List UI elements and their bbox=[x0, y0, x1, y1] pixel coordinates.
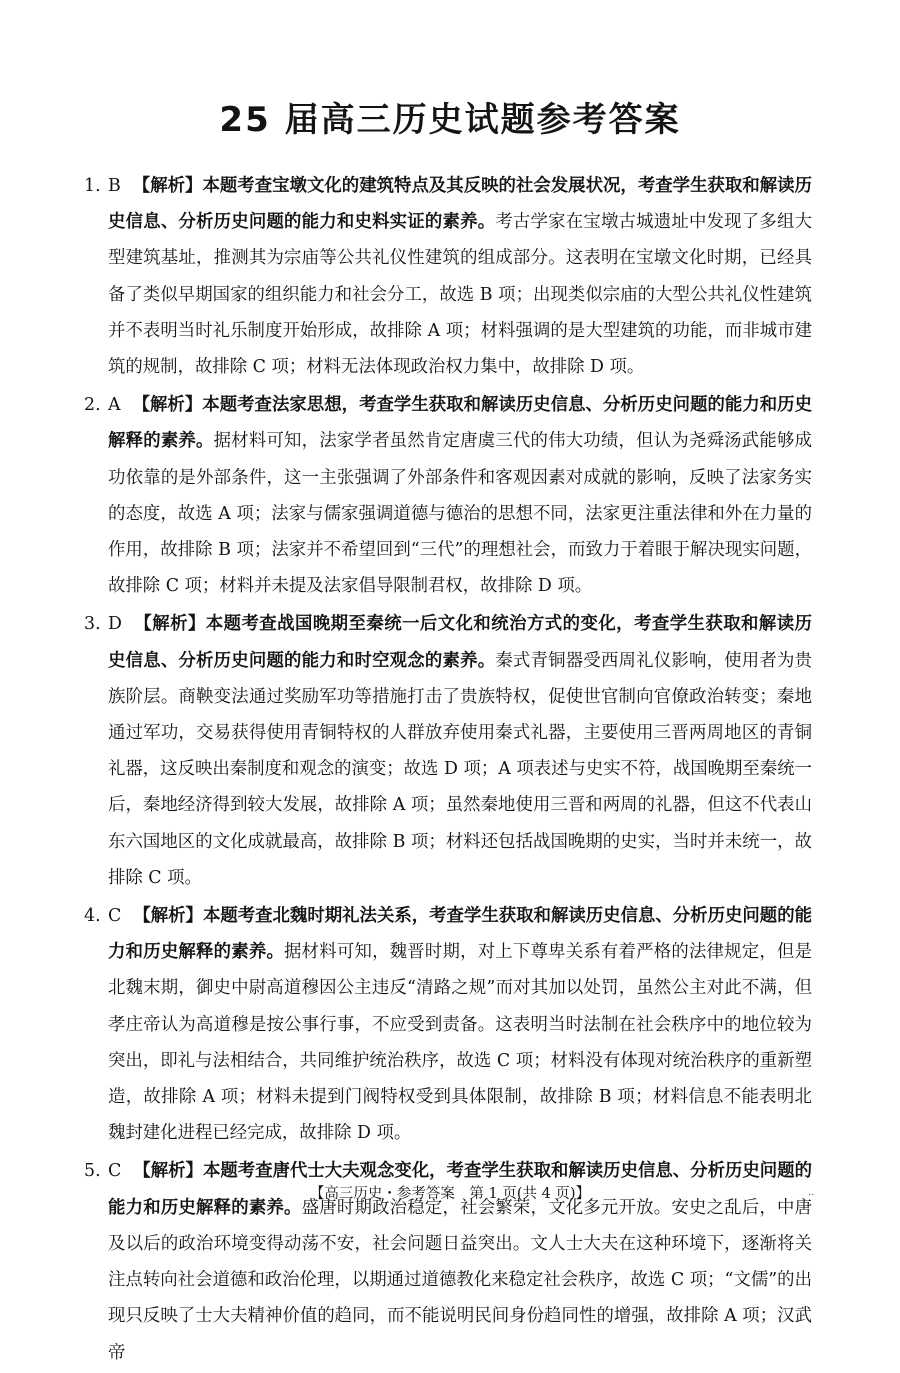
question-3 bbox=[86, 606, 812, 896]
analysis-tag: 【解析】 bbox=[132, 176, 203, 196]
page-title: 25 届高三历史试题参考答案 bbox=[219, 100, 681, 140]
analysis-lead: 本题考查宝墩文化的建筑特点及其反映的社会发展状况，考查学生获取和解读历史信息、分析历史问题的能力和史料实证的素养。 bbox=[108, 176, 812, 233]
analysis-tag: 【解析】 bbox=[133, 1161, 203, 1182]
analysis-tag: 【解析】 bbox=[133, 906, 203, 927]
analysis-body: 据材料可知，魏晋时期，对上下尊卑关系有着严格的法律规定，但是北魏末期，御史中尉高道穆因公主违反“清路之规”而对其加以处罚，虽然公主对此不满，但孝庄帝认为高道穆是按公事行事，不应受到责备。这表明当时法制在社会秩序中的地位较为突出，即礼与法相结合，共同维护统治秩序，故选 C 项；材料没有体现对统治秩序的重新塑造，故排除 A 项；材料未提到门阀特权受到具体限制，故排除 B 项；材料信息不能表明北魏封建化进程已经完成，故排除 D 项。 bbox=[108, 942, 812, 1144]
question-number: 2. bbox=[84, 395, 101, 416]
question-1 bbox=[86, 168, 812, 385]
question-number: 5. bbox=[84, 1161, 101, 1182]
corner-mark: ·· bbox=[808, 1190, 815, 1201]
analysis-body: 考古学家在宝墩古城遗址中发现了多组大型建筑基址，推测其为宗庙等公共礼仪性建筑的组成部分。这表明在宝墩文化时期，已经具备了类似早期国家的组织能力和社会分工，故选 B 项；出现类似宗庙的大型公共礼仪性建筑并不表明当时礼乐制度开始形成，故排除 A 项；材料强调的是大型建筑的功能，而非城市建筑的规制，故排除 C 项；材料无法体现政治权力集中，故排除 D 项。 bbox=[108, 212, 812, 378]
analysis-tag: 【解析】 bbox=[133, 614, 206, 635]
analysis-body: 盛唐时期政治稳定，社会繁荣，文化多元开放。安史之乱后，中唐及以后的政治环境变得动荡不安，社会问题日益突出。文人士大夫在这种环境下，逐渐将关注点转向社会道德和政治伦理，以期通过道德教化来稳定社会秩序，故选 C 项；“文儒”的出现只反映了士大夫精神价值的趋同，而不能说明民间身份趋同性的增强，故排除 A 项；汉武帝 bbox=[108, 1197, 812, 1363]
answer-letter: D bbox=[108, 614, 122, 635]
question-number: 3. bbox=[84, 614, 101, 635]
question-2 bbox=[86, 387, 812, 604]
answer-letter: C bbox=[108, 1161, 122, 1182]
question-number: 1. bbox=[84, 176, 101, 196]
analysis-tag: 【解析】 bbox=[132, 395, 203, 416]
analysis-lead: 本题考查战国晚期至秦统一后文化和统治方式的变化，考查学生获取和解读历史信息、分析历史问题的能力和时空观念的素养。 bbox=[108, 614, 812, 671]
answer-letter: C bbox=[108, 906, 122, 927]
answer-letter: A bbox=[108, 395, 121, 416]
question-number: 4. bbox=[84, 906, 101, 927]
page-footer: 【高三历史・参考答案 第 1 页(共 4 页)】 bbox=[309, 1186, 591, 1202]
analysis-body: 据材料可知，法家学者虽然肯定唐虞三代的伟大功绩，但认为尧舜汤武能够成功依靠的是外部条件，这一主张强调了外部条件和客观因素对成就的影响，反映了法家务实的态度，故选 A 项；法家与儒家强调道德与德治的思想不同，法家更注重法律和外在力量的作用，故排除 B 项；法家并不希望回到“三代”的理想社会，而致力于着眼于解决现实问题，故排除 C 项；材料并未提及法家倡导限制君权，故排除 D 项。 bbox=[108, 431, 812, 597]
answer-letter: B bbox=[108, 176, 121, 196]
analysis-body: 秦式青铜器受西周礼仪影响，使用者为贵族阶层。商鞅变法通过奖励军功等措施打击了贵族特权，促使世官制向官僚政治转变；秦地通过军功，交易获得使用青铜特权的人群放弃使用秦式礼器，主要使用三晋两周地区的青铜礼器，这反映出秦制度和观念的演变；故选 D 项；A 项表述与史实不符，战国晚期至秦统一后，秦地经济得到较大发展，故排除 A 项；虽然秦地使用三晋和两周的礼器，但这不代表山东六国地区的文化成就最高，故排除 B 项；材料还包括战国晚期的史实，当时并未统一，故排除 C 项。 bbox=[108, 650, 812, 888]
analysis-lead: 本题考查法家思想，考查学生获取和解读历史信息、分析历史问题的能力和历史解释的素养。 bbox=[108, 395, 812, 452]
analysis-lead: 本题考查北魏时期礼法关系，考查学生获取和解读历史信息、分析历史问题的能力和历史解释的素养。 bbox=[108, 906, 812, 963]
analysis-lead: 本题考查唐代士大夫观念变化，考查学生获取和解读历史信息、分析历史问题的能力和历史解释的素养。 bbox=[108, 1161, 812, 1218]
question-4 bbox=[86, 898, 812, 1151]
